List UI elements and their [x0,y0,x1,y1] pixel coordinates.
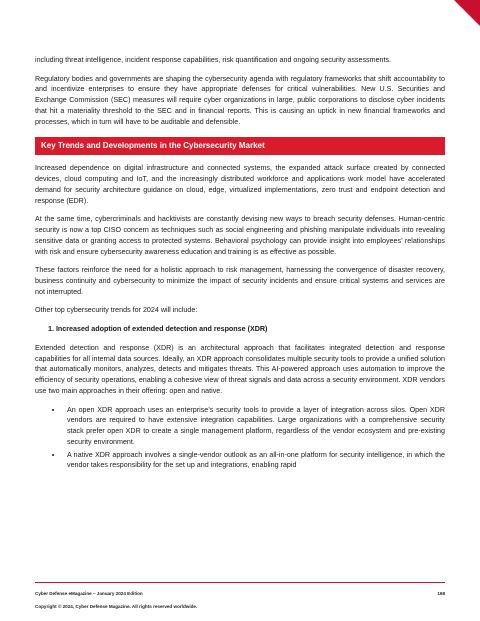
section-heading: Key Trends and Developments in the Cybersecurity Market [35,137,445,155]
list-item: • A native XDR approach involves a single-vendor outlook as an all-in-one platform for security intelligence, in which the vendor takes responsibility for the set up and integrations, enabling rapid [63,450,445,471]
footer-copyright: Copyright © 2024, Cyber Defense Magazine. All rights reserved worldwide. [35,604,198,609]
page-number: 168 [437,591,445,596]
paragraph: including threat intelligence, incident response capabilities, risk quantification and ongoing security assessments. [35,56,392,64]
paragraph: Increased dependence on digital infrastructure and connected systems, the expanded attack surface created by connected devices, cloud computing and IoT, and the increasingly distributed workforce and applications work model have accelerated demand for security architecture guidance on cloud, edge, virtualized implementations, zero trust and endpoint detection and response (EDR). [35,164,445,205]
numbered-heading: 1. Increased adoption of extended detection and response (XDR) [48,325,268,334]
paragraph: At the same time, cybercriminals and hacktivists are constantly devising new ways to breach security defenses. Human-centric security is now a top CISO concern as techniques such as social engineering and phishing manipulate individuals into revealing sensitive data or granting access to protected systems. Behavioral psychology can provide insight into employees’ relationships with risk and ensure cybersecurity awareness education and training is as effective as possible. [35,215,445,256]
page-corner-decoration [454,0,480,26]
footer-edition: Cyber Defense eMagazine – January 2024 Edition [35,591,143,596]
page-footer [35,582,445,609]
paragraph: Other top cybersecurity trends for 2024 will include: [35,306,198,315]
bullet-list [35,405,445,471]
article-body [35,55,445,473]
paragraph: Extended detection and response (XDR) is an architectural approach that facilitates integrated detection and response capabilities for all internal data sources. Ideally, an XDR approach consolidates multiple security tools to provide a unified solution that automatically monitors, analyzes, detects and mitigates threats. This AI-powered approach uses automation to improve the efficiency of security operations, enabling a cohesive view of threat signals and data across a security environment. XDR vendors use two main approaches in their offering: open and native. [35,343,445,395]
paragraph: Regulatory bodies and governments are shaping the cybersecurity agenda with regulatory frameworks that shift accountability to and incentivize enterprises to ensure they have appropriate defenses for critical vulnerabilities. New U.S. Securities and Exchange Commission (SEC) measures will require cyber organizations in large, public corporations to disclose cyber incidents that hit a materiality threshold to the SEC and in financial reports. This is causing an uptick in new financial frameworks and processes, which in turn will have to be auditable and defensible. [35,74,445,126]
paragraph: These factors reinforce the need for a holistic approach to risk management, harnessing the convergence of disaster recovery, business continuity and cybersecurity to minimize the impact of security incidents and ensure critical systems and services are not interrupted. [35,266,445,296]
list-item: • An open XDR approach uses an enterprise’s security tools to provide a layer of integration across silos. Open XDR vendors are required to have extensive integration capabilities. Large organizations with a comprehensive security stack prefer open XDR to create a single management platform, regardless of the vendor ecosystem and pre-existing security environment. [63,405,445,448]
